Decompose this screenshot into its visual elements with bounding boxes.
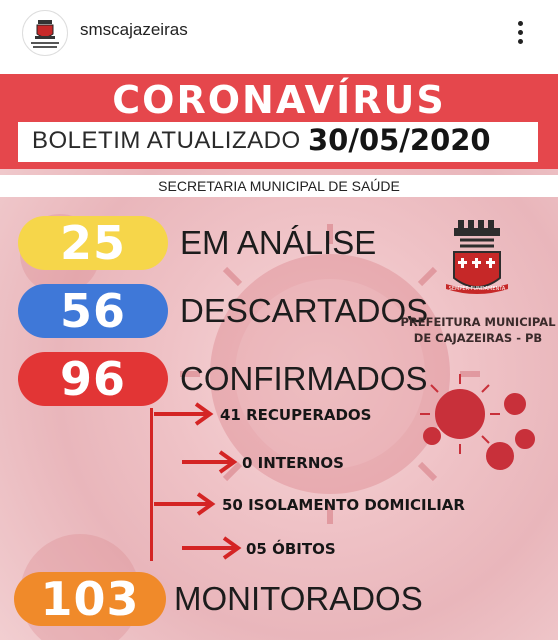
arrow-right-icon — [180, 450, 240, 474]
prefeitura-line1: PREFEITURA MUNICIPAL — [400, 315, 556, 329]
obitos-label: 05 ÓBITOS — [246, 540, 336, 558]
prefeitura-label — [398, 314, 558, 346]
more-vertical-icon[interactable] — [505, 16, 535, 50]
secretaria-label: SECRETARIA MUNICIPAL DE SAÚDE — [158, 178, 400, 194]
stat-label-confirmados: CONFIRMADOS — [180, 360, 428, 397]
stat-value-descartados: 56 — [59, 284, 126, 338]
username[interactable]: smscajazeiras — [80, 20, 188, 39]
boletim-date: 30/05/2020 — [308, 123, 491, 157]
recuperados-label: 41 RECUPERADOS — [220, 406, 372, 424]
arrow-right-icon — [152, 402, 216, 426]
arrow-right-icon — [152, 492, 218, 516]
svg-text:SEMPER FUNDAMENTA: SEMPER FUNDAMENTA — [448, 286, 506, 292]
prefeitura-logo-icon — [23, 11, 67, 55]
breakdown-line — [150, 408, 153, 561]
post-title: CORONAVÍRUS — [112, 78, 446, 122]
arrow-right-icon — [180, 536, 244, 560]
stat-value-monitorados: 103 — [40, 572, 140, 626]
stat-label-analise: EM ANÁLISE — [180, 224, 377, 261]
stat-value-confirmados: 96 — [59, 352, 126, 406]
stat-value-analise: 25 — [59, 216, 126, 270]
prefeitura-line2: DE CAJAZEIRAS - PB — [413, 331, 543, 345]
boletim-label: BOLETIM ATUALIZADO — [32, 127, 301, 154]
stat-label-descartados: DESCARTADOS — [180, 292, 429, 329]
post-image — [0, 74, 558, 640]
profile-avatar[interactable] — [22, 10, 68, 56]
isolamento-label: 50 ISOLAMENTO DOMICILIAR — [222, 496, 465, 514]
internos-label: 0 INTERNOS — [242, 454, 344, 472]
stat-label-monitorados: MONITORADOS — [174, 580, 423, 617]
post-header — [0, 0, 558, 64]
